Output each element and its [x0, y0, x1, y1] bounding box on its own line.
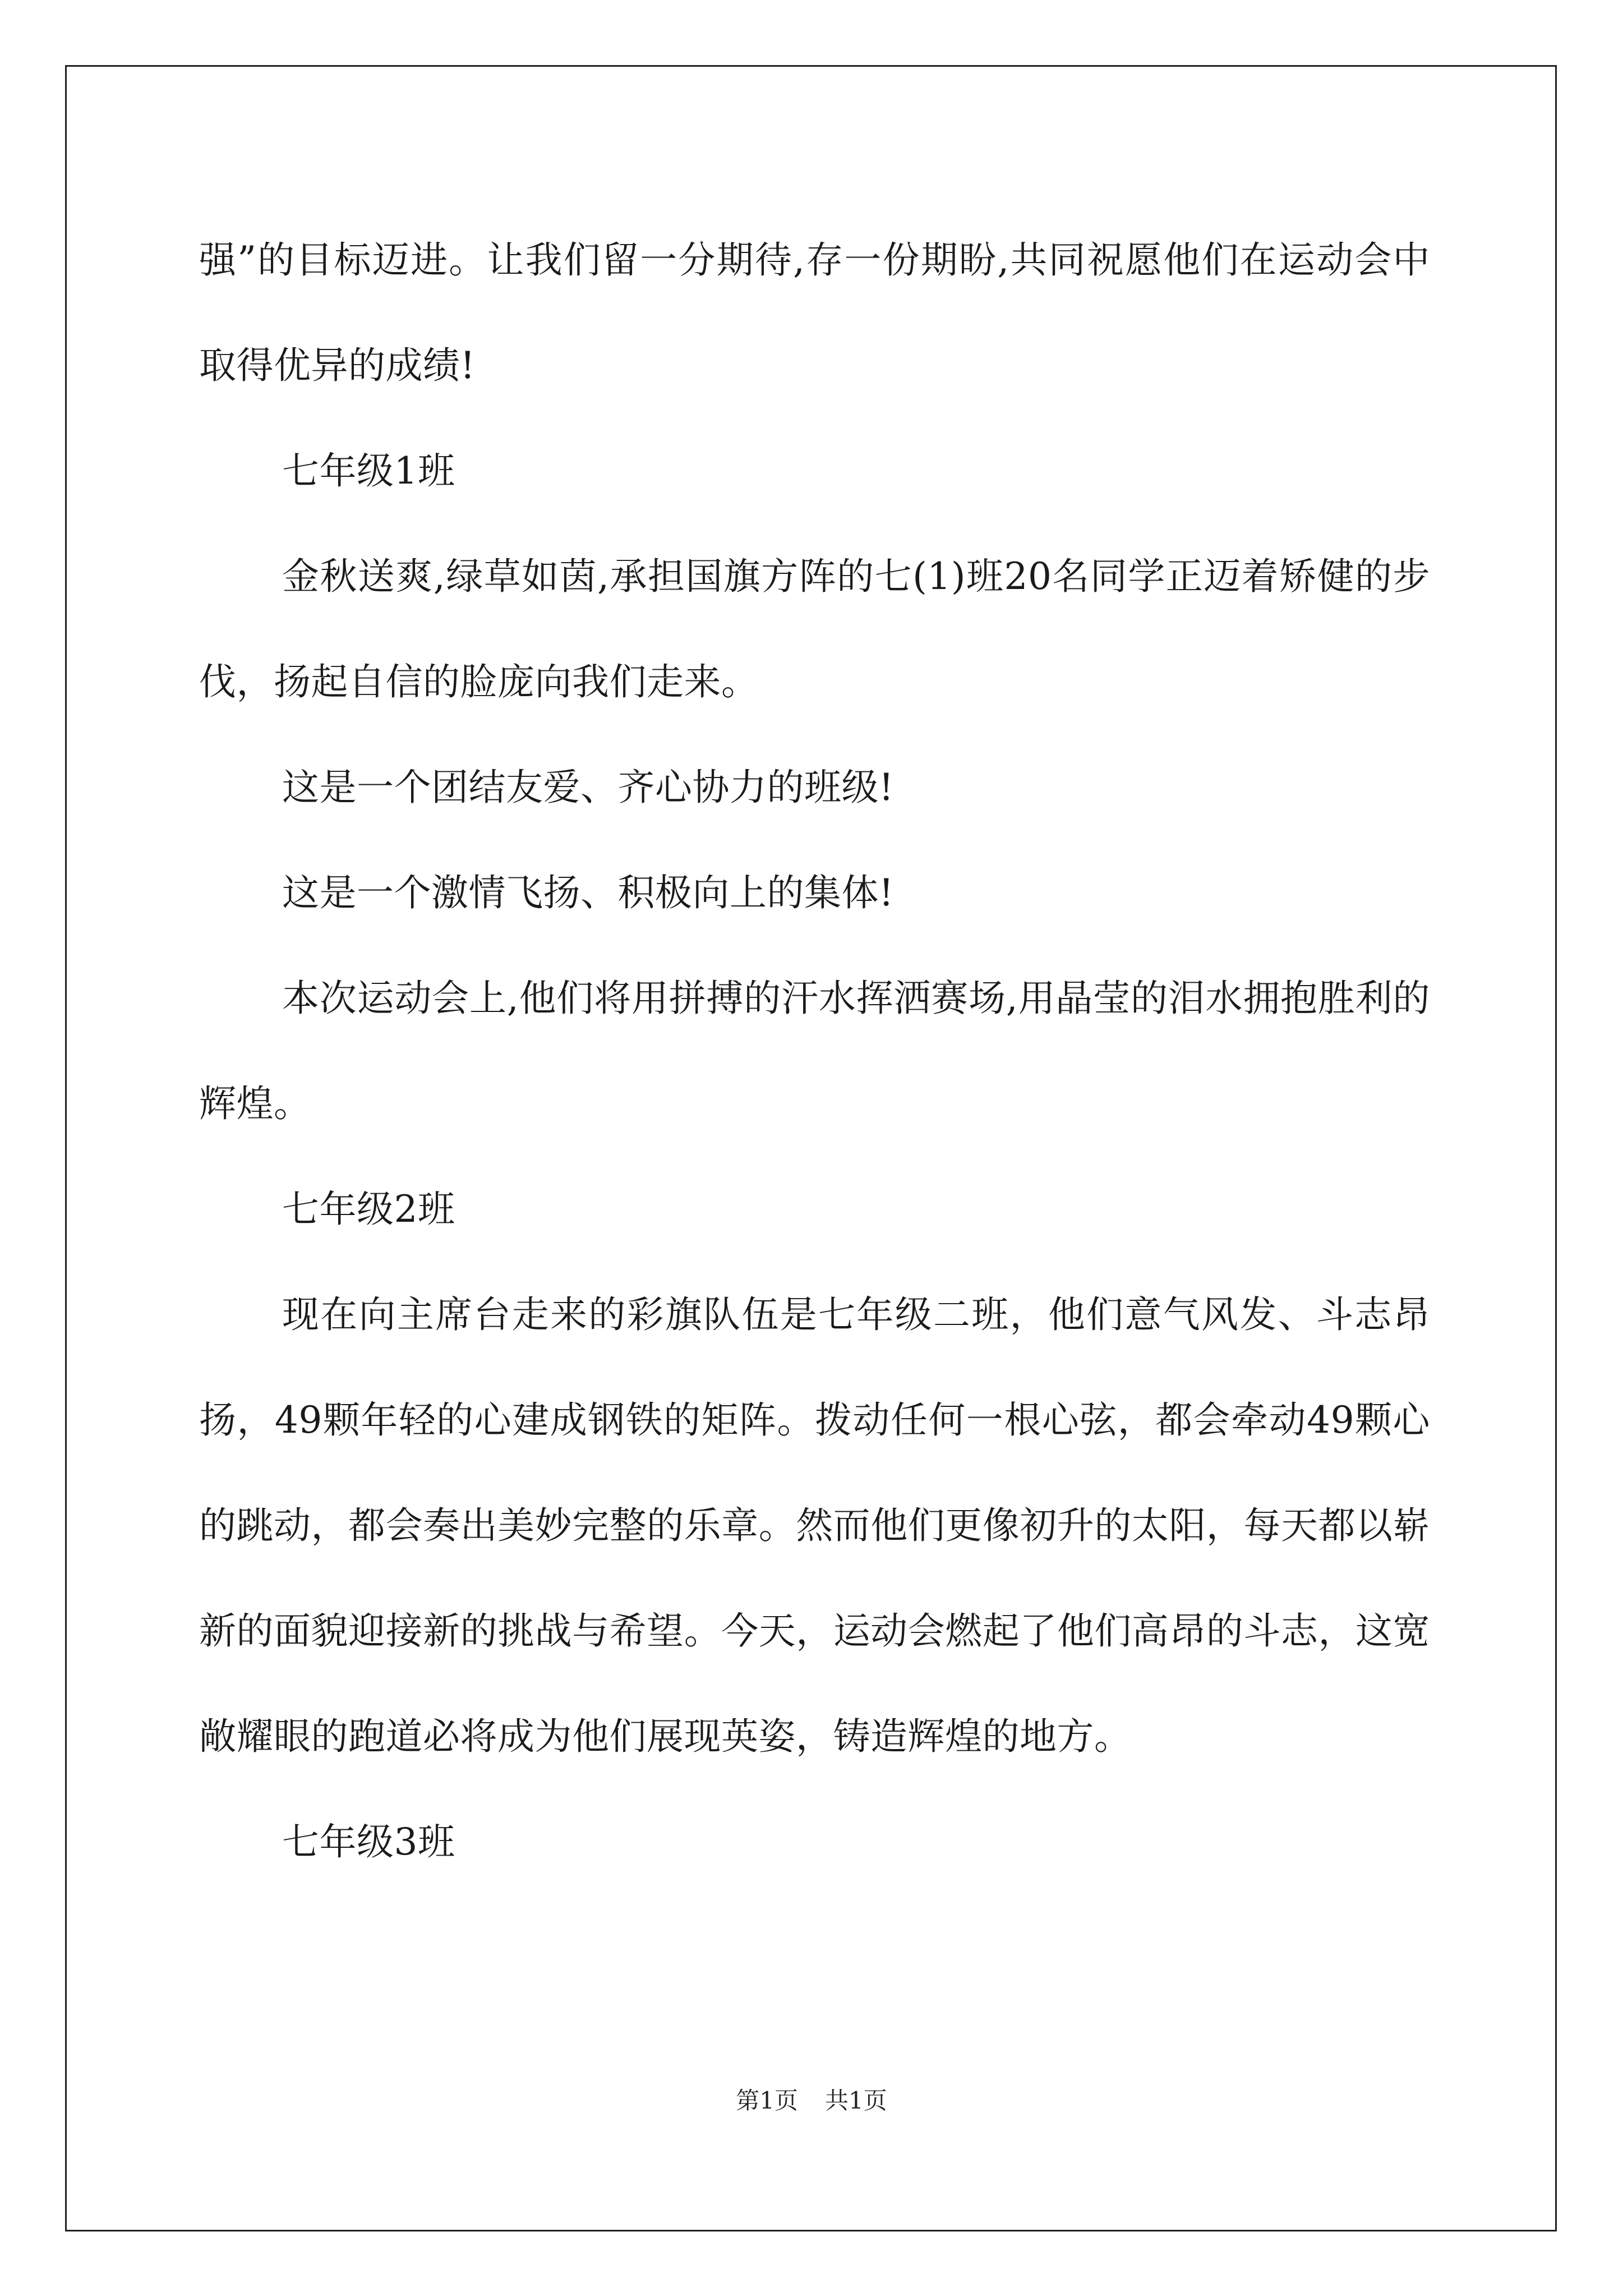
- paragraph: 现在向主席台走来的彩旗队伍是七年级二班，他们意气风发、斗志昂扬，49颗年轻的心建成钢铁的矩阵。拨动任何一根心弦，都会牵动49颗心的跳动，都会奏出美妙完整的乐章。然而他们更像初升的太阳，每天都以崭新的面貌迎接新的挑战与希望。今天，运动会燃起了他们高昂的斗志，这宽敞耀眼的跑道必将成为他们展现英姿，铸造辉煌的地方。: [199, 1293, 1430, 1758]
- class-heading: 七年级1班: [282, 449, 455, 493]
- paragraph: 这是一个团结友爱、齐心协力的班级!: [282, 766, 895, 809]
- document-body: [199, 208, 1430, 1895]
- paragraph: 这是一个激情飞扬、积极向上的集体!: [282, 871, 895, 914]
- page-total: 共1页: [825, 2087, 887, 2114]
- paragraph: 本次运动会上,他们将用拼搏的汗水挥洒赛场,用晶莹的泪水拥抱胜利的辉煌。: [199, 977, 1430, 1125]
- class-heading: 七年级2班: [282, 1188, 455, 1231]
- paragraph: 强”的目标迈进。让我们留一分期待,存一份期盼,共同祝愿他们在运动会中取得优异的成绩!: [199, 238, 1430, 387]
- page-footer: [0, 2082, 1623, 2116]
- paragraph: 金秋送爽,绿草如茵,承担国旗方阵的七(1)班20名同学正迈着矫健的步伐，扬起自信的脸庞向我们走来。: [199, 555, 1430, 703]
- class-heading: 七年级3班: [282, 1820, 455, 1864]
- page-number: 第1页: [736, 2087, 798, 2114]
